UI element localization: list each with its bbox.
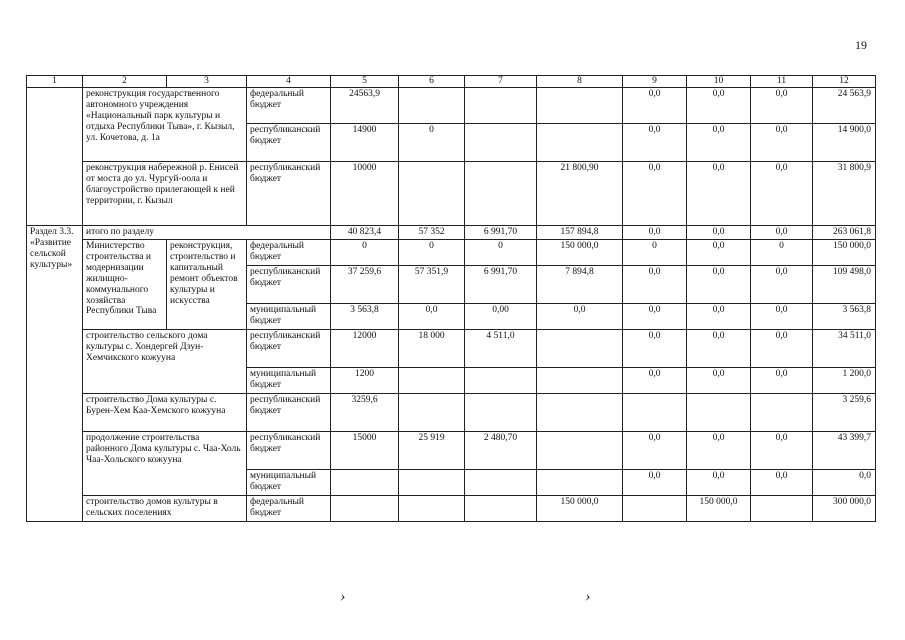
scan-mark: › bbox=[340, 588, 346, 605]
table-row bbox=[27, 162, 876, 226]
value-cell: 157 894,8 bbox=[537, 226, 623, 240]
value-cell: 0,0 bbox=[537, 303, 623, 329]
value-cell: 0,0 bbox=[687, 469, 751, 495]
value-cell bbox=[465, 495, 537, 521]
value-cell: 0,0 bbox=[813, 469, 876, 495]
funding-source: республиканский бюджет bbox=[247, 329, 331, 367]
value-cell bbox=[465, 124, 537, 162]
value-cell bbox=[537, 367, 623, 393]
value-cell: 0,0 bbox=[751, 162, 813, 226]
header-cell: 4 bbox=[247, 76, 331, 88]
value-cell: 300 000,0 bbox=[813, 495, 876, 521]
value-cell bbox=[623, 393, 687, 431]
value-cell bbox=[537, 124, 623, 162]
funding-source: федеральный бюджет bbox=[247, 495, 331, 521]
funding-source: федеральный бюджет bbox=[247, 88, 331, 124]
header-cell: 10 bbox=[687, 76, 751, 88]
value-cell: 14 900,0 bbox=[813, 124, 876, 162]
value-cell bbox=[537, 431, 623, 469]
value-cell: 0,0 bbox=[687, 226, 751, 240]
value-cell: 150 000,0 bbox=[687, 495, 751, 521]
value-cell: 0,0 bbox=[623, 226, 687, 240]
header-cell: 12 bbox=[813, 76, 876, 88]
header-cell: 3 bbox=[167, 76, 247, 88]
header-cell: 6 bbox=[399, 76, 465, 88]
value-cell: 14900 bbox=[331, 124, 399, 162]
value-cell: 0,00 bbox=[465, 303, 537, 329]
row-description: реконструкция набережной р. Енисей от моста до ул. Чургуй-оола и благоустройство прилегающей к ней территории, г. Кызыл bbox=[83, 162, 247, 226]
value-cell: 4 511,0 bbox=[465, 329, 537, 367]
value-cell bbox=[537, 329, 623, 367]
value-cell: 0,0 bbox=[623, 124, 687, 162]
header-cell: 11 bbox=[751, 76, 813, 88]
value-cell: 0,0 bbox=[687, 265, 751, 303]
value-cell bbox=[537, 469, 623, 495]
funding-source: республиканский бюджет bbox=[247, 393, 331, 431]
value-cell: 0,0 bbox=[687, 88, 751, 124]
table-row bbox=[27, 239, 876, 265]
value-cell: 3 563,8 bbox=[331, 303, 399, 329]
empty-cell bbox=[27, 88, 83, 226]
value-cell: 34 511,0 bbox=[813, 329, 876, 367]
value-cell bbox=[399, 393, 465, 431]
value-cell: 0,0 bbox=[751, 226, 813, 240]
table-row bbox=[27, 329, 876, 367]
budget-table bbox=[26, 75, 876, 522]
total-label: итого по разделу bbox=[83, 226, 331, 240]
value-cell: 6 991,70 bbox=[465, 265, 537, 303]
value-cell bbox=[465, 367, 537, 393]
row-description: реконструкция государственного автономного учреждения «Национальный парк культуры и отдыха Республики Тыва», г. Кызыл, ул. Кочетова, д. 1а bbox=[83, 88, 247, 162]
value-cell: 0,0 bbox=[623, 329, 687, 367]
value-cell: 18 000 bbox=[399, 329, 465, 367]
value-cell: 12000 bbox=[331, 329, 399, 367]
header-cell: 7 bbox=[465, 76, 537, 88]
value-cell: 0,0 bbox=[687, 239, 751, 265]
value-cell bbox=[537, 393, 623, 431]
value-cell: 0,0 bbox=[687, 124, 751, 162]
value-cell: 1 200,0 bbox=[813, 367, 876, 393]
header-cell: 1 bbox=[27, 76, 83, 88]
value-cell: 3259,6 bbox=[331, 393, 399, 431]
value-cell: 3 563,8 bbox=[813, 303, 876, 329]
value-cell: 7 894,8 bbox=[537, 265, 623, 303]
value-cell: 15000 bbox=[331, 431, 399, 469]
value-cell bbox=[751, 393, 813, 431]
value-cell: 0,0 bbox=[751, 124, 813, 162]
table-row bbox=[27, 495, 876, 521]
value-cell: 0 bbox=[465, 239, 537, 265]
value-cell bbox=[399, 162, 465, 226]
value-cell: 0,0 bbox=[623, 303, 687, 329]
value-cell: 0,0 bbox=[687, 162, 751, 226]
value-cell bbox=[465, 469, 537, 495]
value-cell bbox=[623, 495, 687, 521]
value-cell: 3 259,6 bbox=[813, 393, 876, 431]
value-cell: 31 800,9 bbox=[813, 162, 876, 226]
value-cell: 0,0 bbox=[623, 367, 687, 393]
value-cell: 0,0 bbox=[751, 265, 813, 303]
value-cell: 2 480,70 bbox=[465, 431, 537, 469]
header-cell: 2 bbox=[83, 76, 167, 88]
value-cell: 0 bbox=[399, 239, 465, 265]
value-cell bbox=[465, 393, 537, 431]
value-cell: 24563,9 bbox=[331, 88, 399, 124]
table-row bbox=[27, 226, 876, 240]
header-cell: 9 bbox=[623, 76, 687, 88]
value-cell: 10000 bbox=[331, 162, 399, 226]
value-cell: 0,0 bbox=[687, 431, 751, 469]
value-cell: 0,0 bbox=[623, 265, 687, 303]
value-cell bbox=[537, 88, 623, 124]
value-cell: 37 259,6 bbox=[331, 265, 399, 303]
value-cell: 6 991,70 bbox=[465, 226, 537, 240]
value-cell: 21 800,90 bbox=[537, 162, 623, 226]
table-row bbox=[27, 431, 876, 469]
value-cell: 263 061,8 bbox=[813, 226, 876, 240]
value-cell: 0,0 bbox=[623, 88, 687, 124]
value-cell bbox=[399, 495, 465, 521]
value-cell: 0,0 bbox=[623, 431, 687, 469]
value-cell: 0 bbox=[399, 124, 465, 162]
value-cell bbox=[687, 393, 751, 431]
value-cell: 0,0 bbox=[751, 303, 813, 329]
scan-mark: › bbox=[585, 588, 591, 605]
value-cell bbox=[331, 495, 399, 521]
funding-source: республиканский бюджет bbox=[247, 162, 331, 226]
value-cell: 57 351,9 bbox=[399, 265, 465, 303]
row-description: строительство домов культуры в сельских поселениях bbox=[83, 495, 247, 521]
funding-source: муниципальный бюджет bbox=[247, 303, 331, 329]
funding-source: муниципальный бюджет bbox=[247, 367, 331, 393]
value-cell: 0,0 bbox=[751, 469, 813, 495]
page-number: 19 bbox=[855, 38, 867, 52]
funding-source: федеральный бюджет bbox=[247, 239, 331, 265]
value-cell: 0,0 bbox=[687, 367, 751, 393]
header-row bbox=[27, 76, 876, 88]
value-cell bbox=[399, 469, 465, 495]
value-cell: 0,0 bbox=[687, 303, 751, 329]
table-row bbox=[27, 393, 876, 431]
value-cell: 0,0 bbox=[623, 469, 687, 495]
value-cell: 0,0 bbox=[687, 329, 751, 367]
value-cell bbox=[751, 495, 813, 521]
value-cell: 43 399,7 bbox=[813, 431, 876, 469]
table-row bbox=[27, 88, 876, 124]
value-cell bbox=[465, 88, 537, 124]
funding-source: республиканский бюджет bbox=[247, 265, 331, 303]
value-cell: 0,0 bbox=[751, 329, 813, 367]
value-cell: 150 000,0 bbox=[813, 239, 876, 265]
value-cell: 0,0 bbox=[751, 367, 813, 393]
value-cell: 0,0 bbox=[399, 303, 465, 329]
value-cell bbox=[399, 88, 465, 124]
value-cell: 40 823,4 bbox=[331, 226, 399, 240]
value-cell: 0 bbox=[751, 239, 813, 265]
value-cell bbox=[331, 469, 399, 495]
row-description: строительство Дома культуры с. Бурен-Хем Каа-Хемского кожууна bbox=[83, 393, 247, 431]
value-cell: 0,0 bbox=[751, 431, 813, 469]
funding-source: муниципальный бюджет bbox=[247, 469, 331, 495]
funding-source: республиканский бюджет bbox=[247, 431, 331, 469]
row-description: строительство сельского дома культуры с. Хондергей Дзун-Хемчикского кожууна bbox=[83, 329, 247, 393]
value-cell: 0,0 bbox=[751, 88, 813, 124]
value-cell: 109 498,0 bbox=[813, 265, 876, 303]
value-cell: 150 000,0 bbox=[537, 495, 623, 521]
value-cell bbox=[465, 162, 537, 226]
value-cell: 57 352 bbox=[399, 226, 465, 240]
value-cell: 24 563,9 bbox=[813, 88, 876, 124]
ministry-description: реконструкция, строительство и капитальный ремонт объектов культуры и искусства bbox=[167, 239, 247, 329]
funding-source: республиканский бюджет bbox=[247, 124, 331, 162]
value-cell: 25 919 bbox=[399, 431, 465, 469]
value-cell: 0 bbox=[623, 239, 687, 265]
row-description: продолжение строительства районного Дома культуры с. Чаа-Холь Чаа-Хольского кожууна bbox=[83, 431, 247, 495]
section-label: Раздел 3.3. «Развитие сельской культуры» bbox=[27, 226, 83, 522]
value-cell: 0,0 bbox=[623, 162, 687, 226]
value-cell: 1200 bbox=[331, 367, 399, 393]
value-cell: 0 bbox=[331, 239, 399, 265]
header-cell: 8 bbox=[537, 76, 623, 88]
header-cell: 5 bbox=[331, 76, 399, 88]
ministry-name: Министерство строительства и модернизации жилищно-коммунального хозяйства Республики Тыва bbox=[83, 239, 167, 329]
value-cell bbox=[399, 367, 465, 393]
value-cell: 150 000,0 bbox=[537, 239, 623, 265]
